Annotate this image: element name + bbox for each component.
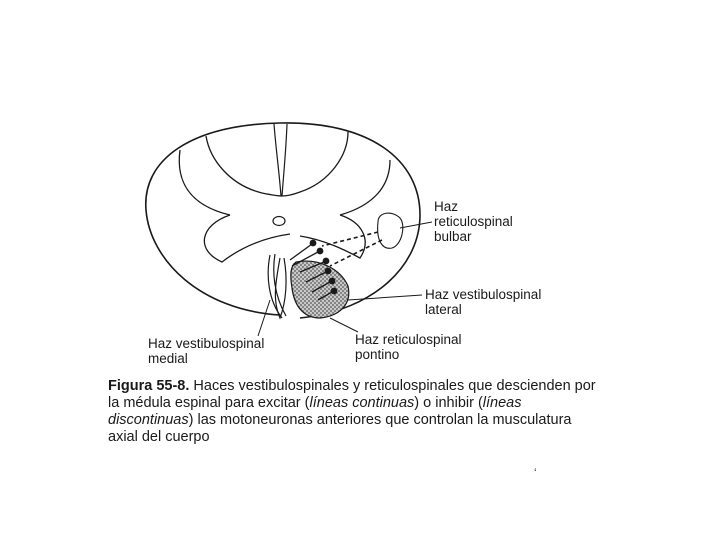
stray-mark: ʻ bbox=[534, 466, 537, 480]
dorsal-horn-right-inner bbox=[340, 160, 390, 215]
dorsal-horn-left bbox=[206, 136, 282, 196]
label-vestibulospinal-medial bbox=[148, 336, 264, 366]
label-vestibulospinal-lateral bbox=[425, 287, 541, 317]
label-bulbar-line-2: reticulospinal bbox=[434, 214, 513, 229]
ventral-horn-left bbox=[204, 215, 290, 262]
caption-text-1: Haces vestibulospinales y reticulospinales que descienden por la médula espinal para excitar ( bbox=[108, 378, 596, 411]
anterior-fissure bbox=[275, 258, 286, 318]
caption-text-2: ) o inhibir ( bbox=[414, 395, 483, 411]
label-lateral-line-1: Haz vestibulospinal bbox=[425, 287, 542, 302]
label-reticulospinal-pontino bbox=[355, 332, 462, 362]
label-pontino-line-1: Haz reticulospinal bbox=[355, 332, 462, 347]
figure-caption bbox=[108, 378, 598, 446]
label-medial-line-2: medial bbox=[148, 351, 188, 366]
posterior-septum bbox=[274, 124, 287, 196]
label-medial-line-1: Haz vestibulospinal bbox=[148, 336, 265, 351]
dorsal-horn-left-inner bbox=[179, 150, 230, 215]
inhibitory-fibers bbox=[322, 232, 382, 266]
caption-text-3: ) las motoneuronas anteriores que controlan la musculatura axial del cuerpo bbox=[108, 412, 572, 445]
label-pontino-line-2: pontino bbox=[355, 347, 400, 362]
leader-lines bbox=[258, 222, 432, 336]
dorsal-horn-right bbox=[282, 132, 348, 196]
caption-italic-2: líneas discontinuas bbox=[108, 395, 522, 428]
bulbar-tract-area bbox=[378, 213, 403, 248]
label-bulbar-line-3: bulbar bbox=[434, 229, 472, 244]
label-lateral-line-2: lateral bbox=[425, 302, 462, 317]
caption-italic-1: líneas continuas bbox=[309, 395, 415, 411]
ventral-horn-right bbox=[300, 215, 365, 258]
label-reticulospinal-bulbar bbox=[434, 199, 513, 244]
vestibulospinal-lateral-area bbox=[291, 261, 349, 318]
central-canal bbox=[273, 217, 285, 226]
figure-number: Figura 55-8. bbox=[108, 378, 190, 394]
spinal-cord-outline bbox=[146, 123, 420, 318]
label-bulbar-line-1: Haz bbox=[434, 199, 459, 214]
